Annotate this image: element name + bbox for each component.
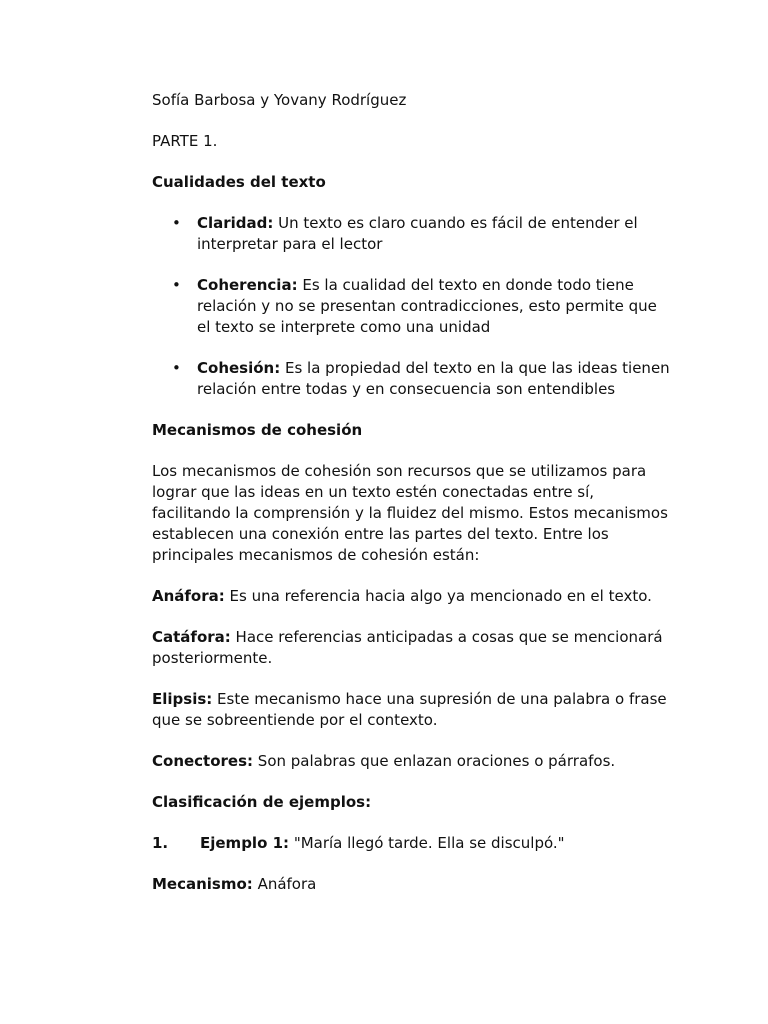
term-definition: Es una referencia hacia algo ya mencionado en el texto. (224, 587, 652, 605)
document-page (152, 90, 672, 915)
list-item (152, 358, 672, 400)
term-definition: Es la propiedad del texto en la que las ideas tienen relación entre todas y en consecuencia son entendibles (197, 359, 670, 398)
mechanism-label: Mecanismo: (152, 875, 253, 893)
list-item (152, 213, 672, 255)
mechanisms-intro: Los mecanismos de cohesión son recursos que se utilizamos para lograr que las ideas en un texto estén conectadas entre sí, facilitando la comprensión y la fluidez del mismo. Estos mecanismos establecen una conexión entre las partes del texto. Entre los principales mecanismos de cohesión están: (152, 462, 668, 564)
term-definition: Son palabras que enlazan oraciones o párrafos. (253, 752, 616, 770)
term-label: Cohesión: (197, 359, 281, 377)
mechanism-item (152, 689, 672, 731)
mechanism-value: Anáfora (252, 875, 317, 893)
mechanism-item (152, 627, 672, 669)
mechanisms-heading: Mecanismos de cohesión (152, 421, 363, 439)
list-item (152, 275, 672, 338)
term-definition: Hace referencias anticipadas a cosas que se mencionará posteriormente. (152, 628, 663, 667)
example-number: 1. (152, 834, 169, 852)
term-label: Catáfora: (152, 628, 231, 646)
term-label: Elipsis: (152, 690, 213, 708)
example-item (152, 833, 672, 854)
term-label: Claridad: (197, 214, 274, 232)
part-label: PARTE 1. (152, 132, 218, 150)
bullet-glyph: • (172, 214, 181, 232)
authors-line: Sofía Barbosa y Yovany Rodríguez (152, 91, 407, 109)
classification-heading: Clasificación de ejemplos: (152, 793, 372, 811)
term-label: Coherencia: (197, 276, 298, 294)
qualities-heading: Cualidades del texto (152, 173, 326, 191)
mechanism-item (152, 751, 672, 772)
example-label: Ejemplo 1: (200, 834, 290, 852)
bullet-glyph: • (172, 276, 181, 294)
bullet-glyph: • (172, 359, 181, 377)
mechanism-item (152, 586, 672, 607)
term-label: Anáfora: (152, 587, 225, 605)
term-definition: Es la cualidad del texto en donde todo tiene relación y no se presentan contradicciones, esto permite que el texto se interprete como una unidad (197, 276, 657, 336)
mechanism-answer (152, 874, 672, 895)
term-definition: Este mecanismo hace una supresión de una palabra o frase que se sobreentiende por el contexto. (152, 690, 667, 729)
example-text: "María llegó tarde. Ella se disculpó." (289, 834, 565, 852)
qualities-list (152, 213, 672, 400)
term-label: Conectores: (152, 752, 254, 770)
term-definition: Un texto es claro cuando es fácil de entender el interpretar para el lector (197, 214, 638, 253)
